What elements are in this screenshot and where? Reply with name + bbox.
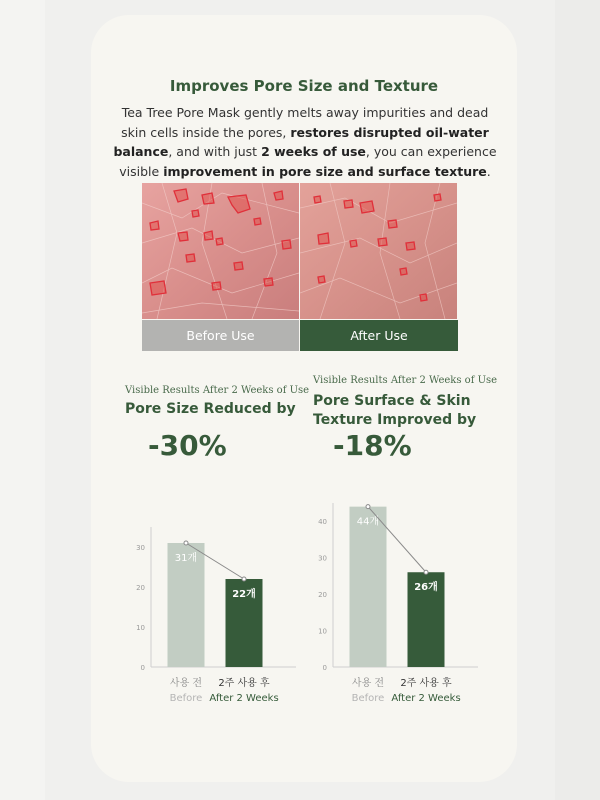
- category-label-en: Before: [351, 693, 385, 704]
- y-tick-label: 0: [140, 664, 145, 672]
- bar-value-label: 44개: [356, 516, 380, 528]
- stat-2-title: Pore Surface & Skin Texture Improved by: [313, 393, 477, 428]
- y-tick-label: 20: [318, 591, 327, 600]
- description-emphasis: restores disrupted oil-water balance: [113, 124, 489, 159]
- after-skin-photo: [300, 183, 457, 319]
- stat-2-value: -18%: [333, 429, 412, 462]
- stat-1-subtitle: Visible Results After 2 Weeks of Use: [125, 385, 310, 396]
- page-right-margin: [555, 0, 600, 800]
- trend-point: [184, 541, 188, 545]
- pore-size-chart: [131, 505, 301, 705]
- before-skin-photo: [142, 183, 299, 319]
- y-tick-label: 40: [318, 518, 327, 527]
- description-text: , you can experience visible: [119, 144, 497, 179]
- bar-value-label: 26개: [414, 582, 438, 594]
- y-tick-label: 20: [136, 584, 145, 592]
- stat-2-subtitle: Visible Results After 2 Weeks of Use: [313, 375, 498, 386]
- category-label-ko: 2주 사용 후: [218, 678, 270, 689]
- description-text: .: [486, 163, 491, 179]
- category-label-ko: 사용 전: [351, 678, 385, 689]
- description-emphasis: improvement in pore size and surface texture: [163, 163, 487, 179]
- y-tick-label: 0: [322, 664, 327, 672]
- y-tick-label: 10: [136, 624, 145, 632]
- category-label-ko: 2주 사용 후: [400, 678, 452, 689]
- trend-point: [424, 570, 428, 574]
- after-use-label: After Use: [300, 320, 458, 351]
- section-description: [109, 103, 501, 181]
- before-bar: [350, 507, 387, 667]
- content-card: [91, 15, 517, 782]
- bar-value-label: 22개: [232, 589, 256, 600]
- stat-1-value: -30%: [148, 429, 227, 462]
- category-label-en: After 2 Weeks: [209, 693, 279, 704]
- pore-texture-chart: [313, 489, 483, 705]
- category-label-ko: 사용 전: [169, 678, 203, 689]
- trend-point: [366, 505, 370, 509]
- y-tick-label: 30: [318, 554, 327, 563]
- description-text: Tea Tree Pore Mask gently melts away impurities and dead skin cells inside the pores,: [121, 105, 489, 140]
- before-use-label: Before Use: [142, 320, 299, 351]
- y-tick-label: 30: [136, 544, 145, 552]
- trend-point: [242, 577, 246, 581]
- description-text: , and with just: [168, 144, 262, 159]
- y-tick-label: 10: [318, 627, 327, 636]
- bar-value-label: 31개: [174, 553, 198, 564]
- category-label-en: After 2 Weeks: [391, 693, 461, 704]
- section-title: Improves Pore Size and Texture: [169, 77, 439, 95]
- page-left-margin: [0, 0, 45, 800]
- description-emphasis: 2 weeks of use: [261, 144, 366, 159]
- category-label-en: Before: [169, 693, 203, 704]
- stat-1-title: Pore Size Reduced by: [125, 401, 296, 417]
